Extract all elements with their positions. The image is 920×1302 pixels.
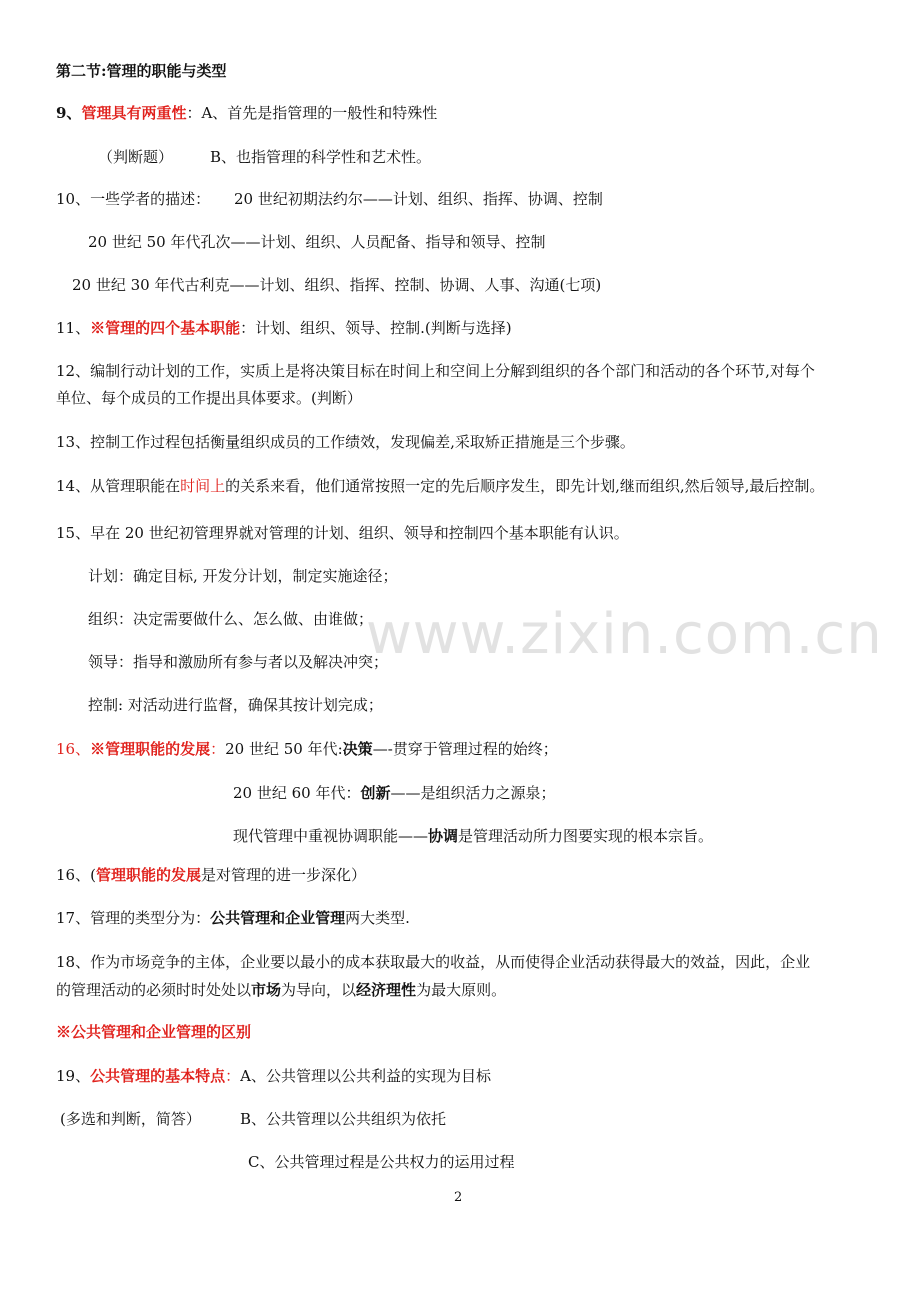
- item-10b: 20 世纪 50 年代孔次——计划、组织、人员配备、指导和领导、控制: [88, 233, 546, 251]
- item-16b: [233, 783, 556, 803]
- item-16d: [56, 865, 366, 885]
- item-15-plan: 计划：确定目标, 开发分计划，制定实施途径；: [88, 567, 398, 585]
- item-9-text: A、首先是指管理的一般性和特殊性: [201, 104, 438, 122]
- item-15-lead: 领导：指导和激励所有参与者以及解决冲突；: [88, 653, 389, 671]
- item-16d-pre: 16、(: [56, 866, 96, 884]
- section-heading: 第二节:管理的职能与类型: [56, 62, 227, 80]
- item-16-bold: 决策: [342, 740, 373, 758]
- item-14: [56, 476, 824, 496]
- item-16b-pre: 20 世纪 60 年代：: [233, 784, 361, 802]
- item-18-post: 为最大原则。: [416, 981, 507, 999]
- item-17-bold: 公共管理和企业管理: [210, 909, 346, 927]
- item-10c: 20 世纪 30 年代古利克——计划、组织、指挥、控制、协调、人事、沟通(七项): [72, 276, 602, 294]
- item-16-num: 16、: [56, 740, 91, 758]
- item-16c-post: 是管理活动所力图要实现的根本宗旨。: [458, 827, 714, 845]
- item-15-organize: 组织：决定需要做什么、怎么做、由谁做；: [88, 610, 374, 628]
- item-11-num: 11、: [56, 319, 91, 337]
- item-16b-post: ——是组织活力之源泉；: [390, 784, 556, 802]
- item-18-bold-rationality: 经济理性: [356, 981, 417, 999]
- item-9-highlight: 管理具有两重性: [81, 104, 187, 122]
- item-19-num: 19、: [56, 1067, 91, 1085]
- item-16d-post: 是对管理的进一步深化）: [200, 866, 366, 884]
- item-16c: [233, 826, 713, 846]
- item-18-mid: 为导向，以: [281, 981, 357, 999]
- item-15: 15、早在 20 世纪初管理界就对管理的计划、组织、领导和控制四个基本职能有认识。: [56, 524, 629, 542]
- page-number: 2: [454, 1190, 463, 1205]
- item-12-line2: 单位、每个成员的工作提出具体要求。(判断）: [56, 389, 362, 407]
- item-11-highlight: ※管理的四个基本职能: [90, 319, 241, 337]
- item-16-colon: ：: [210, 740, 226, 758]
- item-15-control: 控制: 对活动进行监督，确保其按计划完成；: [88, 696, 383, 714]
- item-16c-pre: 现代管理中重视协调职能——: [233, 827, 429, 845]
- item-11: [56, 318, 512, 338]
- item-14-highlight: 时间上: [180, 477, 226, 495]
- item-9: [56, 103, 437, 123]
- item-11-text: ：计划、组织、领导、控制.(判断与选择): [240, 319, 512, 337]
- item-19c: C、公共管理过程是公共权力的运用过程: [248, 1153, 515, 1171]
- item-9-num: 9、: [56, 104, 82, 122]
- item-18-bold-market: 市场: [251, 981, 282, 999]
- item-18-line1: 18、作为市场竞争的主体，企业要以最小的成本获取最大的收益，从而使得企业活动获得最大的效益，因此，企业: [56, 953, 811, 971]
- item-9-colon: ：: [186, 104, 202, 122]
- subsection-heading: ※公共管理和企业管理的区别: [56, 1023, 252, 1041]
- item-16: [56, 739, 558, 759]
- item-12-line1: 12、编制行动计划的工作，实质上是将决策目标在时间上和空间上分解到组织的各个部门和活动的各个环节,对每个: [56, 362, 815, 380]
- item-13: 13、控制工作过程包括衡量组织成员的工作绩效，发现偏差,采取矫正措施是三个步骤。: [56, 433, 635, 451]
- item-16c-bold: 协调: [428, 827, 459, 845]
- item-17-pre: 17、管理的类型分为：: [56, 909, 211, 927]
- item-18-pre: 的管理活动的必须时时处处以: [56, 981, 252, 999]
- item-16b-bold: 创新: [360, 784, 391, 802]
- item-16d-highlight: 管理职能的发展: [95, 866, 201, 884]
- item-17-post: 两大类型.: [345, 909, 410, 927]
- item-19b-tag: (多选和判断，简答）: [60, 1110, 201, 1128]
- item-9b-tag: （判断题）: [98, 148, 174, 166]
- item-19b-text: B、公共管理以公共组织为依托: [240, 1110, 447, 1128]
- item-19-highlight: 公共管理的基本特点: [90, 1067, 226, 1085]
- item-16-post: —-贯穿于管理过程的始终；: [372, 740, 558, 758]
- item-14-post: 的关系来看，他们通常按照一定的先后顺序发生，即先计划,继而组织,然后领导,最后控制。: [225, 477, 825, 495]
- item-19-colon: ：: [225, 1067, 241, 1085]
- item-10-text: 20 世纪初期法约尔——计划、组织、指挥、协调、控制: [234, 190, 603, 208]
- watermark: www.zixin.com.cn: [366, 602, 883, 667]
- item-17: [56, 908, 410, 928]
- item-19: [56, 1066, 491, 1086]
- item-9b-text: B、也指管理的科学性和艺术性。: [210, 148, 432, 166]
- item-16-highlight: ※管理职能的发展: [90, 740, 211, 758]
- item-19-text: A、公共管理以公共利益的实现为目标: [240, 1067, 491, 1085]
- item-18-line2: [56, 980, 506, 1000]
- item-16-pre: 20 世纪 50 年代:: [225, 740, 343, 758]
- item-14-pre: 14、从管理职能在: [56, 477, 181, 495]
- item-10-num: 10、一些学者的描述：: [56, 190, 211, 208]
